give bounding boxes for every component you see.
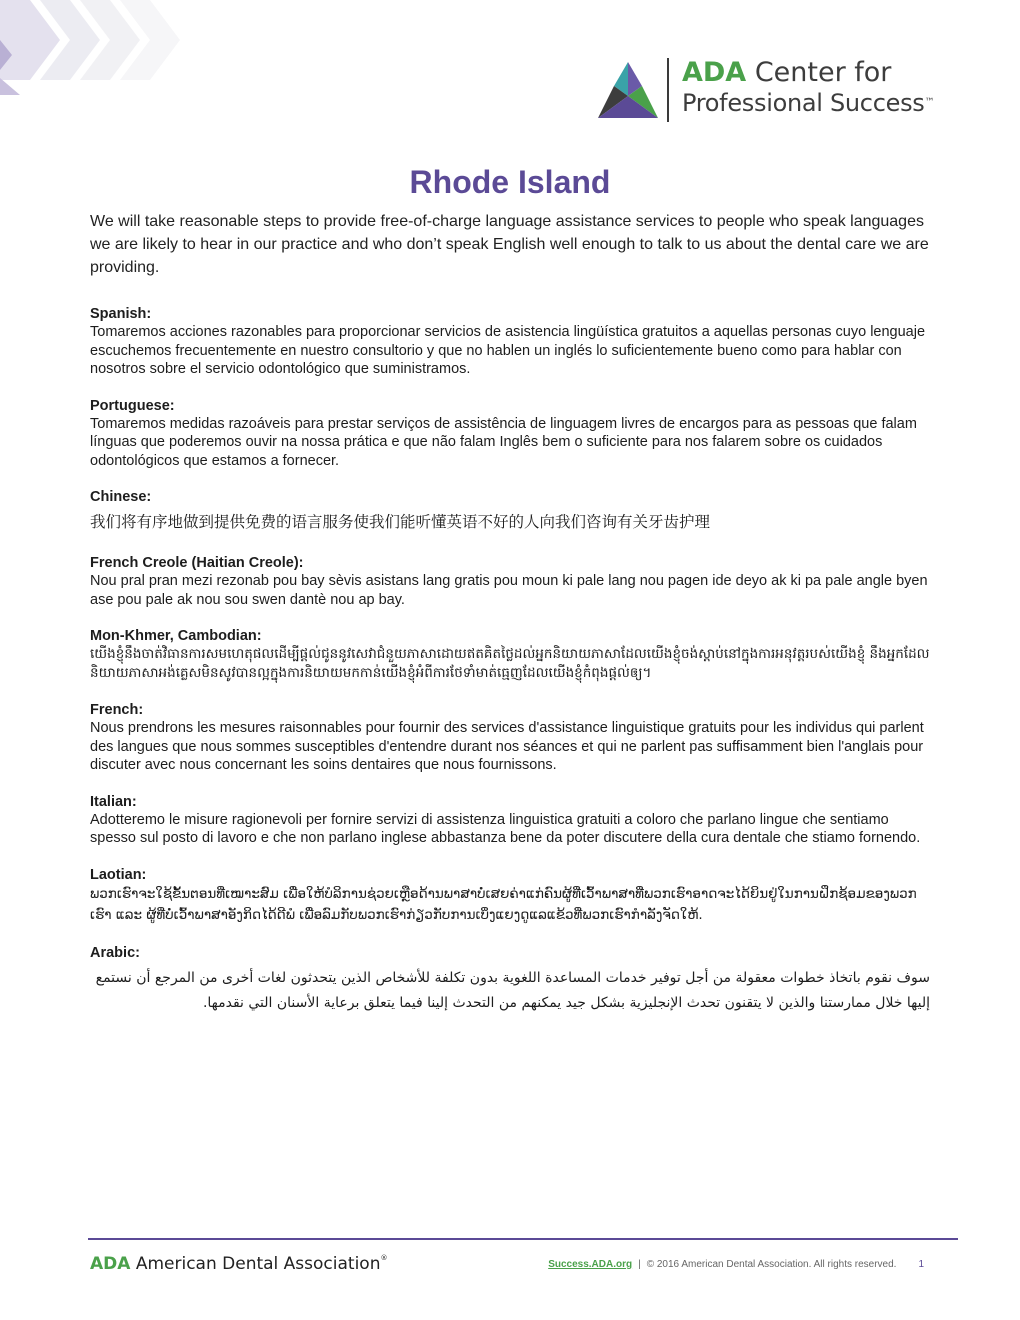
language-sections: [90, 305, 930, 1034]
section-italian: [90, 793, 930, 848]
section-text: ພວກເຮົາຈະໃຊ້ຂັ້ນຕອນທີ່ເໝາະສົມ ເພື່ອໃຫ້ບໍລິການຊ່ວຍເຫຼືອດ້ານພາສາບໍ່ເສຍຄ່າແກ່ຄົນຜູ້ທີ່ເວົ້າພາສາທີ່ພວກເຮົາອາດຈະໄດ້ຍິນຢູ່ໃນການຝຶກຊ້ອມຂອງພວກເຮົາ ແລະ ຜູ້ທີ່ບໍ່ເວົ້າພາສາອັງກິດໄດ້ດີພໍ ເພື່ອລົມກັບພວກເຮົາກ່ຽວກັບການເບິ່ງແຍງດູແລແຂ້ວທີ່ພວກເຮົາກໍາລັງຈັດໃຫ້.: [90, 885, 917, 923]
section-heading: Chinese:: [90, 489, 152, 505]
section-heading: Mon-Khmer, Cambodian:: [90, 628, 262, 644]
section-arabic: [90, 944, 930, 1016]
section-text: Adotteremo le misure ragionevoli per fornire servizi di assistenza linguistica gratuiti a coloro che parlano lingue che sentiamo spesso sul posto di lavoro e che non parlano inglese abbastanza bene da poter discutere della cura dentale che stiamo fornendo.: [90, 811, 921, 846]
section-french-creole: [90, 554, 930, 609]
intro-paragraph: We will take reasonable steps to provide free-of-charge language assistance services to people who speak languages we are likely to hear in our practice and who don’t speak English well enough to talk to us about the dental care we are providing.: [90, 213, 929, 276]
footer-separator: |: [638, 1259, 641, 1270]
footer-copyright: © 2016 American Dental Association. All rights reserved.: [646, 1259, 897, 1270]
section-heading: Arabic:: [90, 944, 140, 961]
section-spanish: [90, 305, 930, 379]
section-text: 我们将有序地做到提供免费的语言服务使我们能听懂英语不好的人向我们咨询有关牙齿护理: [90, 514, 711, 531]
logo-line2-text: Professional Success: [682, 89, 925, 117]
section-text: Nous prendrons les mesures raisonnables pour fournir des services d'assistance linguistique gratuits pour les individus qui parlent des langues que nous sommes susceptibles d'entendre durant nos séances et qui ne parlent pas suffisamment bien l'anglais pour discuter avec nous concernant les soins dentaires que nous fournissons.: [90, 720, 924, 773]
section-text: Tomaremos medidas razoáveis para prestar serviços de assistência de linguagem livres de encargos para as pessoas que falam línguas que poderemos ouvir na nossa prática e que não falam Inglês bem o suficiente para nos falarem sobre os cuidados odontológicos que estamos a fornecer.: [90, 415, 917, 469]
section-heading: French Creole (Haitian Creole):: [90, 555, 304, 571]
header-logo: [598, 56, 978, 126]
logo-brand: ADA: [682, 57, 747, 88]
logo-line1-text: Center for: [754, 57, 892, 88]
footer-brand: [90, 1254, 387, 1274]
section-heading: Laotian:: [90, 866, 147, 883]
footer-brand-ada: ADA: [90, 1254, 131, 1274]
section-chinese: [90, 488, 930, 536]
section-portuguese: [90, 397, 930, 471]
footer-info: [548, 1259, 924, 1270]
section-laotian: [90, 866, 930, 926]
section-text: سوف نقوم باتخاذ خطوات معقولة من أجل توفير خدمات المساعدة اللغوية بدون تكلفة للأشخاص الذين يتحدثون لغات أخرى من المرجع أن نستمع إليها خلال ممارستنا والذين لا يتقنون تحدث الإنجليزية بشكل جيد يمكنهم من التحدث إلينا فيما يتعلق برعاية الأسنان التي نقدمها.: [95, 969, 930, 1011]
section-text: Tomaremos acciones razonables para proporcionar servicios de asistencia lingüística gratuitos a aquellas personas cuyo lenguaje escuchemos frecuentemente en nuestro consultorio y que no hablen un inglés lo suficientemente bueno como para hablar con nosotros sobre el servicio odontológico que suministramos.: [90, 324, 926, 377]
section-khmer: [90, 627, 930, 683]
section-text: Nou pral pran mezi rezonab pou bay sèvis asistans lang gratis pou moun ki pale lang nou pagen ide deyo ak ki pa pale angle byen ase pou pale ak nou sou swen dantè nou ap bay.: [90, 573, 928, 608]
footer-website-link[interactable]: Success.ADA.org: [548, 1259, 633, 1270]
decorative-chevrons: [0, 0, 190, 95]
section-heading: Portuguese:: [90, 397, 175, 414]
footer-registered-mark: ®: [380, 1254, 388, 1262]
logo-wordmark: [682, 58, 934, 118]
footer-divider: [88, 1238, 958, 1240]
section-heading: Spanish:: [90, 306, 152, 322]
page-number: 1: [918, 1259, 924, 1270]
section-text: យើងខ្ញុំនឹងចាត់វិធានការសមហេតុផលដើម្បីផ្តល់ជូននូវសេវាជំនួយភាសាដោយឥតគិតថ្លៃដល់អ្នកនិយាយភាសាដែលយើងខ្ញុំចង់ស្តាប់នៅក្នុងការអនុវត្តរបស់យើងខ្ញុំ នឹងអ្នកដែលនិយាយភាសាអង់គ្លេសមិនសូវបានល្អក្នុងការនិយាយមកកាន់យើងខ្ញុំអំពីការថែទាំមាត់ធ្មេញដែលយើងខ្ញុំកំពុងផ្តល់ឲ្យ។: [90, 646, 930, 681]
page-title: Rhode Island: [409, 164, 611, 200]
ada-triangle-icon: [598, 62, 658, 118]
logo-trademark: ™: [924, 97, 935, 108]
section-french: [90, 701, 930, 775]
section-heading: Italian:: [90, 793, 137, 810]
section-heading: French:: [90, 702, 144, 718]
footer-brand-name: American Dental Association: [135, 1254, 381, 1274]
logo-divider: [667, 58, 669, 122]
